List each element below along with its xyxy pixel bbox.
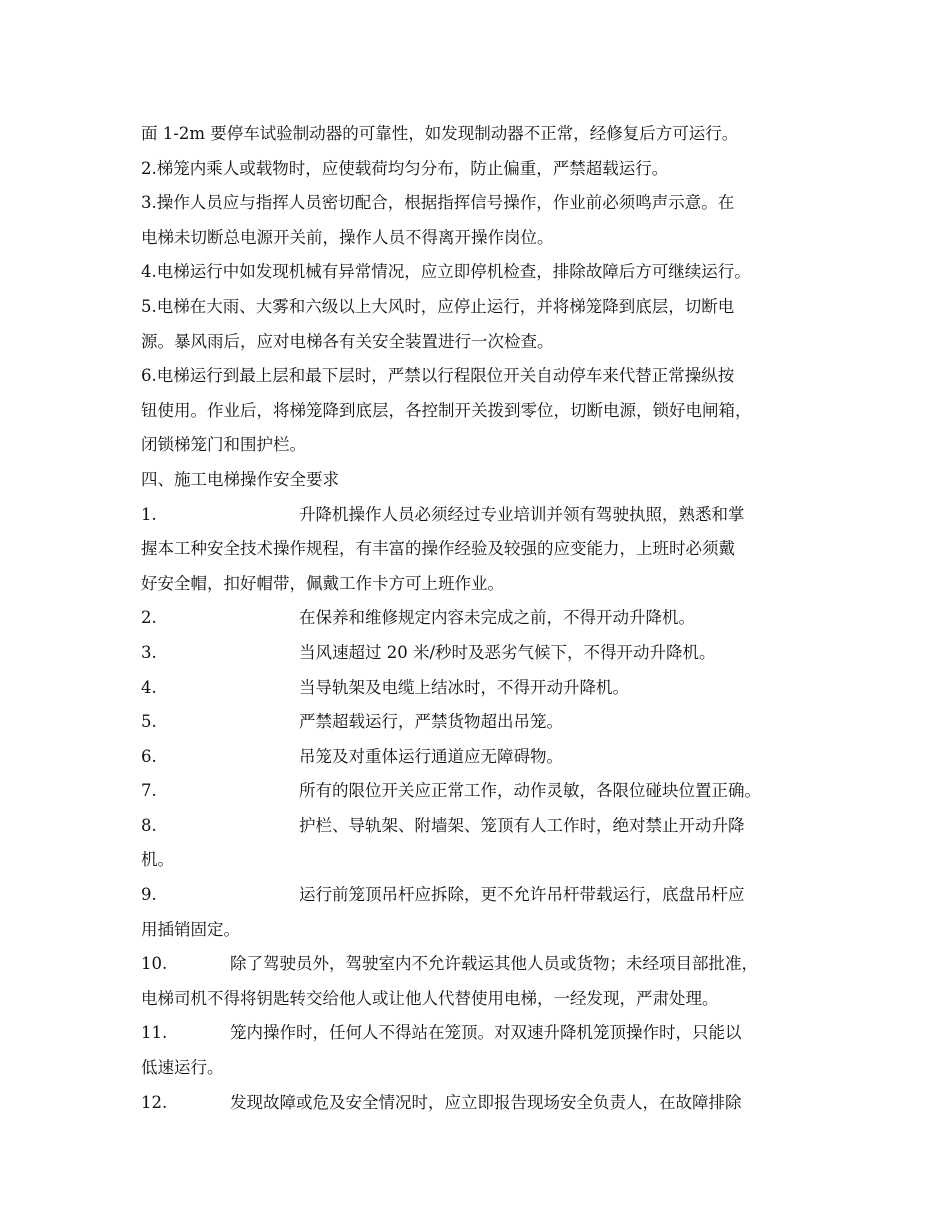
list-item-continuation xyxy=(141,913,831,948)
list-item-4 xyxy=(141,671,831,706)
item-text: 所有的限位开关应正常工作，动作灵敏，各限位碰块位置正确。 xyxy=(299,781,761,801)
item-text: 电梯司机不得将钥匙转交给他人或让他人代替使用电梯，一经发现，严肃处理。 xyxy=(141,988,719,1008)
item-number: 9. xyxy=(141,885,157,905)
list-item-6 xyxy=(141,740,831,775)
list-item-2 xyxy=(141,601,831,636)
item-text: 当导轨架及电缆上结冰时，不得开动升降机。 xyxy=(299,677,629,697)
text-line: 2.梯笼内乘人或载物时，应使载荷均匀分布，防止偏重，严禁超载运行。 xyxy=(141,158,669,178)
item-number: 10. xyxy=(141,954,168,974)
item-number: 12. xyxy=(141,1092,168,1112)
list-item-12 xyxy=(141,1086,831,1121)
text-line: 钮使用。作业后，将梯笼降到底层，各控制开关拨到零位，切断电源，锁好电闸箱， xyxy=(141,400,752,420)
list-item-10 xyxy=(141,947,831,982)
text-line: 面 1-2m 要停车试验制动器的可靠性，如发现制动器不正常，经修复后方可运行。 xyxy=(141,124,739,143)
list-item-11 xyxy=(141,1016,831,1051)
item-text: 在保养和维修规定内容未完成之前，不得开动升降机。 xyxy=(299,608,695,628)
item-number: 11. xyxy=(141,1023,168,1043)
list-item-9 xyxy=(141,878,831,913)
list-item-5 xyxy=(141,705,831,740)
item-text: 吊笼及对重体运行通道应无障碍物。 xyxy=(299,746,563,766)
list-item-7 xyxy=(141,774,831,809)
item-text: 好安全帽，扣好帽带，佩戴工作卡方可上班作业。 xyxy=(141,573,504,593)
item-text: 当风速超过 20 米/秒时及恶劣气候下，不得开动升降机。 xyxy=(299,642,716,662)
section-heading: 四、施工电梯操作安全要求 xyxy=(141,469,339,489)
item-text: 严禁超载运行，严禁货物超出吊笼。 xyxy=(299,712,563,732)
text-line: 5.电梯在大雨、大雾和六级以上大风时，应停止运行，并将梯笼降到底层，切断电 xyxy=(141,296,735,316)
item-number: 8. xyxy=(141,815,157,835)
text-line: 闭锁梯笼门和围护栏。 xyxy=(141,435,306,455)
list-item-continuation xyxy=(141,982,831,1017)
item-text: 笼内操作时，任何人不得站在笼顶。对双速升降机笼顶操作时，只能以 xyxy=(230,1023,742,1043)
text-line: 4.电梯运行中如发现机械有异常情况，应立即停机检查，排除故障后方可继续运行。 xyxy=(141,262,751,282)
list-item-continuation xyxy=(141,567,831,602)
item-number: 3. xyxy=(141,642,157,662)
item-number: 6. xyxy=(141,746,157,766)
list-item-3 xyxy=(141,636,831,671)
item-text: 护栏、导轨架、附墙架、笼顶有人工作时，绝对禁止开动升降 xyxy=(299,815,745,835)
item-text: 除了驾驶员外，驾驶室内不允许载运其他人员或货物；未经项目部批准， xyxy=(230,954,758,974)
document-body xyxy=(141,117,831,1120)
item-number: 4. xyxy=(141,677,157,697)
text-line: 3.操作人员应与指挥人员密切配合，根据指挥信号操作，作业前必须鸣声示意。在 xyxy=(141,193,735,213)
item-number: 5. xyxy=(141,712,157,732)
item-text: 低速运行。 xyxy=(141,1058,224,1078)
list-item-8 xyxy=(141,809,831,844)
item-text: 升降机操作人员必须经过专业培训并领有驾驶执照，熟悉和掌 xyxy=(299,504,745,524)
list-item-continuation xyxy=(141,843,831,878)
text-line: 6.电梯运行到最上层和最下层时，严禁以行程限位开关自动停车来代替正常操纵按 xyxy=(141,366,735,386)
item-text: 机。 xyxy=(141,850,174,870)
item-text: 运行前笼顶吊杆应拆除，更不允许吊杆带载运行，底盘吊杆应 xyxy=(299,885,745,905)
list-item-continuation xyxy=(141,1051,831,1086)
list-item-continuation xyxy=(141,532,831,567)
item-text: 用插销固定。 xyxy=(141,919,240,939)
list-item-1 xyxy=(141,498,831,533)
item-number: 1. xyxy=(141,504,157,524)
text-line: 源。暴风雨后，应对电梯各有关安全装置进行一次检查。 xyxy=(141,331,554,351)
item-number: 2. xyxy=(141,608,157,628)
item-text: 发现故障或危及安全情况时，应立即报告现场安全负责人，在故障排除 xyxy=(230,1092,742,1112)
item-text: 握本工种安全技术操作规程，有丰富的操作经验及较强的应变能力，上班时必须戴 xyxy=(141,539,735,559)
item-number: 7. xyxy=(141,781,157,801)
text-line: 电梯未切断总电源开关前，操作人员不得离开操作岗位。 xyxy=(141,227,554,247)
